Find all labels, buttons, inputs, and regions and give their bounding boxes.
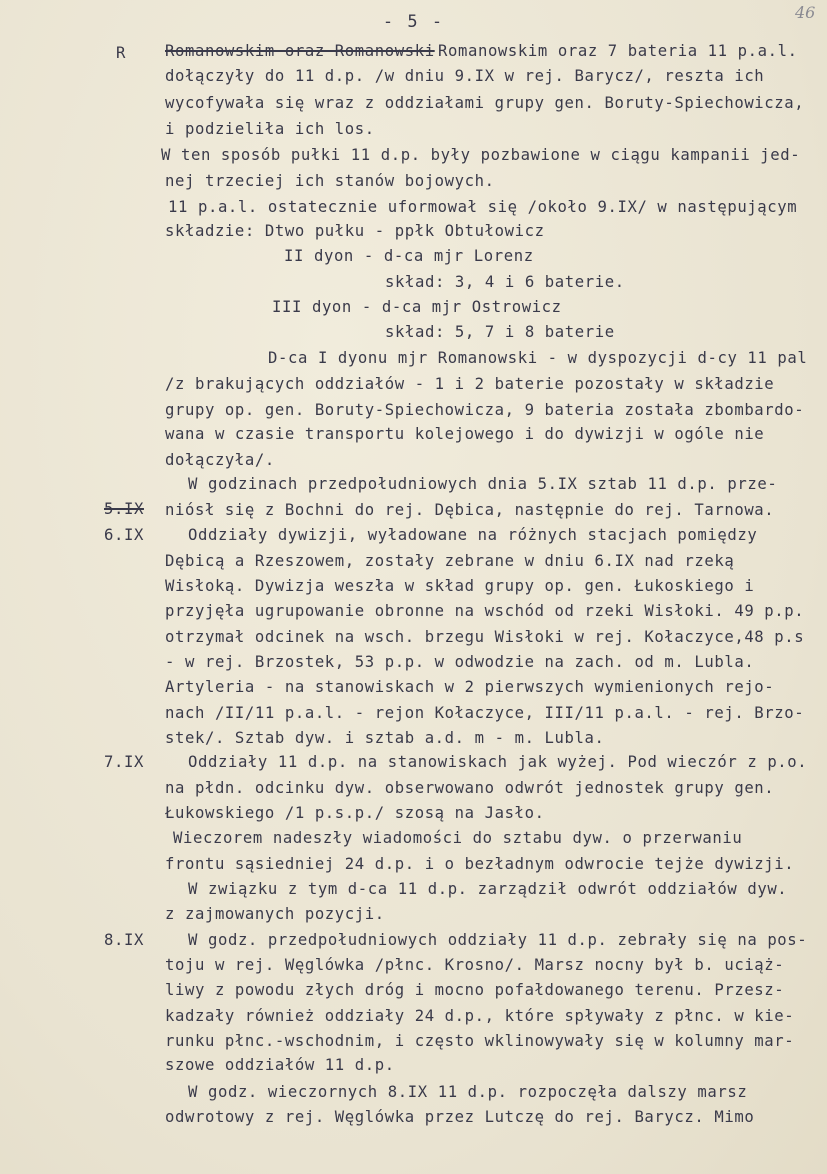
margin-mark-r: R (116, 44, 126, 62)
text-line: dołączyła/. (165, 451, 275, 469)
text-line: szowe oddziałów 11 d.p. (165, 1056, 395, 1074)
text-line: W godzinach przedpołudniowych dnia 5.IX sztab 11 d.p. prze- (188, 475, 778, 493)
text-line: II dyon - d-ca mjr Lorenz (284, 247, 534, 265)
text-line: skład: 3, 4 i 6 baterie. (385, 273, 625, 291)
text-line: otrzymał odcinek na wsch. brzegu Wisłoki w rej. Kołaczyce,48 p.s (165, 628, 805, 646)
text-line: toju w rej. Węglówka /płnc. Krosno/. Marsz nocny był b. uciąż- (165, 956, 785, 974)
text-line: dołączyły do 11 d.p. /w dniu 9.IX w rej. Barycz/, reszta ich (165, 67, 765, 85)
text-line: liwy z powodu złych dróg i mocno pofałdowanego terenu. Przesz- (165, 981, 785, 999)
text-line: składzie: Dtwo pułku - ppłk Obtułowicz (165, 222, 545, 240)
text-line: niósł się z Bochni do rej. Dębica, następnie do rej. Tarnowa. (165, 501, 775, 519)
text-line: wana w czasie transportu kolejowego i do dywizji w ogóle nie (165, 425, 765, 443)
text-line: nach /II/11 p.a.l. - rejon Kołaczyce, III/11 p.a.l. - rej. Brzo- (165, 704, 805, 722)
text-line: na płdn. odcinku dyw. obserwowano odwrót jednostek grupy gen. (165, 779, 775, 797)
text-line: stek/. Sztab dyw. i sztab a.d. m - m. Lubla. (165, 729, 605, 747)
text-line: D-ca I dyonu mjr Romanowski - w dyspozycji d-cy 11 pal (268, 349, 808, 367)
text-line: - w rej. Brzostek, 53 p.p. w odwodzie na zach. od m. Lubla. (165, 653, 755, 671)
text-line: /z brakujących oddziałów - 1 i 2 baterie pozostały w składzie (165, 375, 775, 393)
text-line: W związku z tym d-ca 11 d.p. zarządził odwrót oddziałów dyw. (188, 880, 788, 898)
text-line: Wisłoką. Dywizja weszła w skład grupy op. gen. Łukoskiego i (165, 577, 755, 595)
text-line: Oddziały 11 d.p. na stanowiskach jak wyżej. Pod wieczór z p.o. (188, 753, 808, 771)
text-line: Artyleria - na stanowiskach w 2 pierwszych wymienionych rejo- (165, 678, 775, 696)
text-line: nej trzeciej ich stanów bojowych. (165, 172, 495, 190)
margin-struck-date: 5.IX (104, 500, 144, 518)
margin-date-8-ix: 8.IX (104, 931, 144, 949)
text-line: Łukowskiego /1 p.s.p./ szosą na Jasło. (165, 804, 545, 822)
text-line: III dyon - d-ca mjr Ostrowicz (272, 298, 562, 316)
text-line: runku płnc.-wschodnim, i często wklinowywały się w kolumny mar- (165, 1032, 795, 1050)
text-line: i podzieliła ich los. (165, 120, 375, 138)
text-line: wycofywała się wraz z oddziałami grupy gen. Boruty-Spiechowicza, (165, 94, 805, 112)
text-line: W godz. przedpołudniowych oddziały 11 d.p. zebrały się na pos- (188, 931, 808, 949)
struck-out-text: Romanowskim oraz Romanowski (165, 42, 435, 60)
text-line: z zajmowanych pozycji. (165, 905, 385, 923)
page-number: - 5 - (382, 12, 445, 32)
margin-date-7-ix: 7.IX (104, 753, 144, 771)
text-line: grupy op. gen. Boruty-Spiechowicza, 9 bateria została zbombardo- (165, 401, 805, 419)
text-line: W godz. wieczornych 8.IX 11 d.p. rozpoczęła dalszy marsz (188, 1083, 748, 1101)
text-line: Dębicą a Rzeszowem, zostały zebrane w dniu 6.IX nad rzeką (165, 552, 735, 570)
text-line: Romanowskim oraz 7 bateria 11 p.a.l. (438, 42, 798, 60)
text-line: Wieczorem nadeszły wiadomości do sztabu dyw. o przerwaniu (173, 829, 743, 847)
text-line: skład: 5, 7 i 8 baterie (385, 323, 615, 341)
text-line: odwrotowy z rej. Węglówka przez Lutczę do rej. Barycz. Mimo (165, 1108, 755, 1126)
text-line: przyjęła ugrupowanie obronne na wschód od rzeki Wisłoki. 49 p.p. (165, 602, 805, 620)
text-line: Oddziały dywizji, wyładowane na różnych stacjach pomiędzy (188, 526, 758, 544)
text-line: W ten sposób pułki 11 d.p. były pozbawione w ciągu kampanii jed- (161, 146, 801, 164)
text-line: kadzały również oddziały 24 d.p., które spływały z płnc. w kie- (165, 1007, 795, 1025)
margin-date-6-ix: 6.IX (104, 526, 144, 544)
text-line: 11 p.a.l. ostatecznie uformował się /około 9.IX/ w następującym (168, 198, 798, 216)
corner-archive-mark: 46 (795, 3, 816, 22)
text-line: frontu sąsiedniej 24 d.p. i o bezładnym odwrocie tejże dywizji. (165, 855, 795, 873)
